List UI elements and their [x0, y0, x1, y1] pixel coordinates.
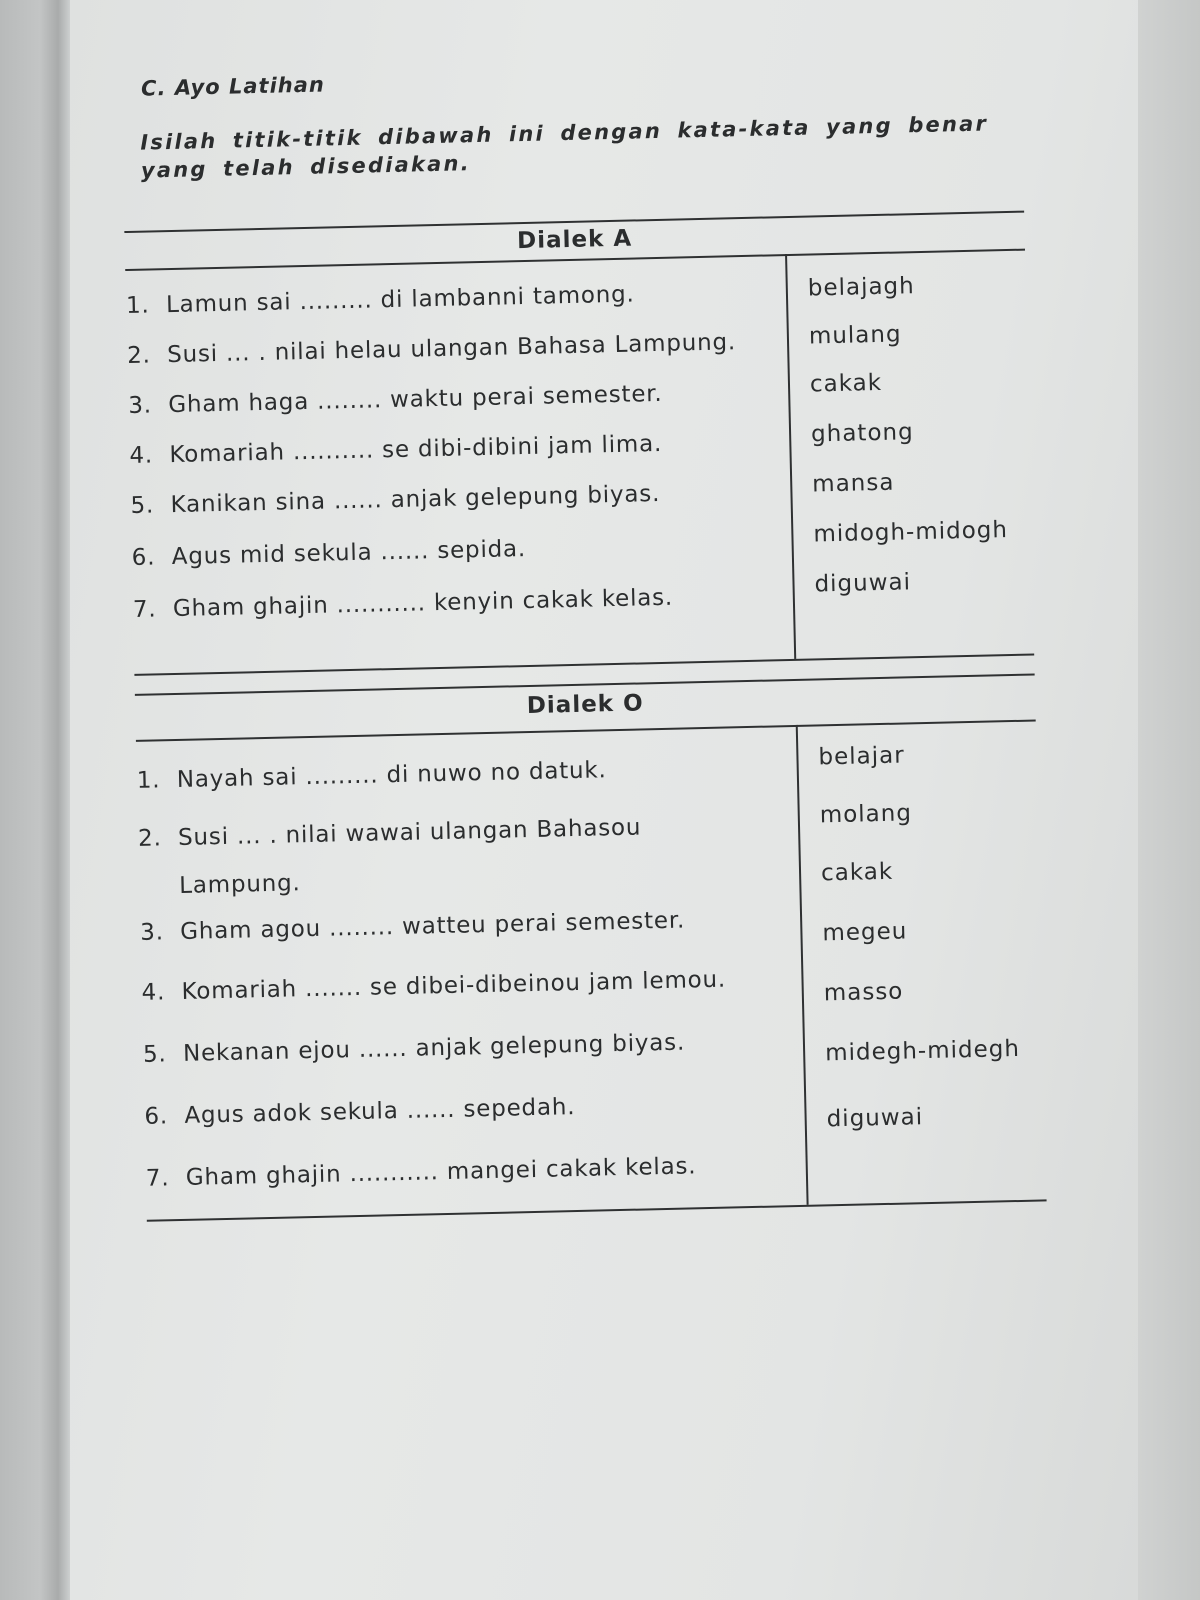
item-sentence: Kanikan sina ...... anjak gelepung biyas.: [170, 480, 661, 519]
table-heading: Dialek O: [526, 690, 644, 720]
item-sentence: Lamun sai ......... di lambanni tamong.: [165, 281, 635, 319]
item-sentence: Nayah sai ......... di nuwo no datuk.: [176, 757, 607, 793]
answer-word: molang: [819, 800, 913, 829]
item-sentence: Susi ... . nilai helau ulangan Bahasa Lampung.: [166, 329, 737, 369]
item-sentence: Susi ... . nilai wawai ulangan Bahasou: [177, 814, 642, 851]
answer-word: cakak: [809, 369, 883, 398]
item-sentence: Agus adok sekula ...... sepedah.: [184, 1094, 576, 1129]
item-sentence: Gham agou ........ watteu perai semester.: [179, 907, 686, 945]
answer-word: midogh-midogh: [813, 517, 1009, 548]
answer-word: mulang: [808, 321, 902, 350]
list-item: [138, 811, 800, 900]
answer-word: megeu: [822, 918, 908, 947]
item-sentence-continued: Lampung.: [178, 870, 301, 899]
item-number: 5.: [142, 1041, 167, 1068]
item-number: 7.: [145, 1165, 170, 1192]
answer-word: mansa: [811, 469, 895, 498]
answer-word: ghatong: [810, 419, 914, 448]
answer-word: cakak: [820, 858, 894, 887]
instruction-text: Isilah titik-titik dibawah ini dengan kata-kata yang benar yang telah disediakan.: [140, 111, 989, 183]
answer-word: diguwai: [826, 1104, 924, 1133]
item-sentence: Gham ghajin ........... mangei cakak kelas.: [185, 1153, 697, 1191]
item-sentence: Nekanan ejou ...... anjak gelepung biyas.: [182, 1029, 686, 1067]
item-number: 3.: [139, 919, 165, 946]
answer-word: midegh-midegh: [824, 1035, 1021, 1067]
answer-word: masso: [823, 978, 904, 1007]
item-sentence: Gham haga ........ waktu perai semester.: [168, 380, 663, 419]
section-title: C. Ayo Latihan: [140, 72, 326, 101]
item-number: 3.: [128, 392, 153, 419]
item-sentence: Komariah ....... se dibei-dibeinou jam lemou.: [181, 966, 727, 1005]
item-number: 1.: [136, 767, 161, 794]
item-number: 6.: [131, 544, 156, 571]
item-number: 2.: [126, 342, 152, 370]
item-number: 4.: [141, 979, 166, 1006]
item-number: 6.: [144, 1103, 169, 1130]
table-heading: Dialek A: [516, 225, 633, 255]
answer-word: belajagh: [807, 273, 915, 302]
item-number: 7.: [132, 596, 157, 623]
item-sentence: Gham ghajin ........... kenyin cakak kelas.: [172, 584, 674, 623]
answer-word: diguwai: [814, 569, 912, 598]
answer-word: belajar: [818, 742, 905, 771]
page-edge: [1138, 0, 1200, 1600]
item-sentence: Komariah .......... se dibi-dibini jam lima.: [169, 430, 663, 469]
item-number: 4.: [129, 442, 154, 469]
item-number: 1.: [125, 292, 150, 320]
item-number: 5.: [130, 492, 155, 519]
item-sentence: Agus mid sekula ...... sepida.: [171, 536, 527, 571]
item-number: 2.: [137, 825, 162, 852]
